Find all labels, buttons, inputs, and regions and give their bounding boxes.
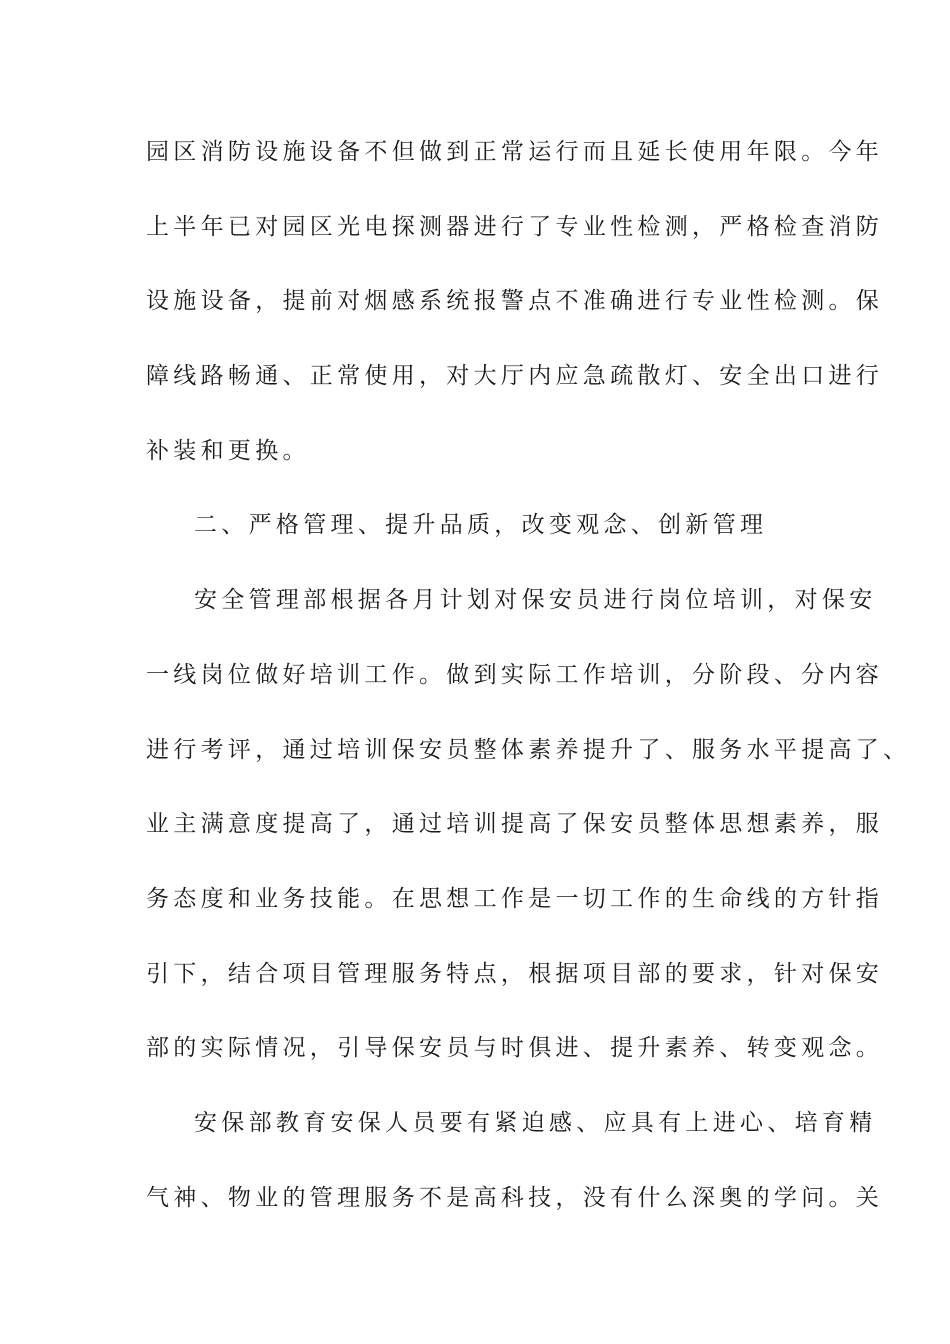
paragraph-line: 安保部教育安保人员要有紧迫感、应具有上进心、培育精 xyxy=(194,1109,877,1136)
paragraph-line: 气神、物业的管理服务不是高科技，没有什么深奥的学问。关 xyxy=(146,1184,884,1211)
paragraph-line: 上半年已对园区光电探测器进行了专业性检测，严格检查消防 xyxy=(146,213,884,240)
paragraph-line: 一线岗位做好培训工作。做到实际工作培训，分阶段、分内容 xyxy=(146,661,884,688)
paragraph-line: 障线路畅通、正常使用，对大厅内应急疏散灯、安全出口进行 xyxy=(146,363,884,390)
paragraph-line: 补装和更换。 xyxy=(146,437,310,464)
paragraph-line: 引下，结合项目管理服务特点，根据项目部的要求，针对保安 xyxy=(146,960,884,987)
paragraph-line: 务态度和业务技能。在思想工作是一切工作的生命线的方针指 xyxy=(146,885,884,912)
document-body xyxy=(146,128,911,1248)
paragraph-line: 业主满意度提高了，通过培训提高了保安员整体思想素养，服 xyxy=(146,811,884,838)
paragraph-line: 部的实际情况，引导保安员与时俱进、提升素养、转变观念。 xyxy=(146,1035,884,1062)
paragraph-line: 设施设备，提前对烟感系统报警点不准确进行专业性检测。保 xyxy=(146,288,884,315)
paragraph-line: 安全管理部根据各月计划对保安员进行岗位培训，对保安 xyxy=(194,587,877,614)
paragraph-line: 进行考评，通过培训保安员整体素养提升了、服务水平提高了、 xyxy=(146,736,911,763)
section-heading: 二、严格管理、提升品质，改变观念、创新管理 xyxy=(194,512,768,539)
paragraph-line: 园区消防设施设备不但做到正常运行而且延长使用年限。今年 xyxy=(146,139,884,165)
